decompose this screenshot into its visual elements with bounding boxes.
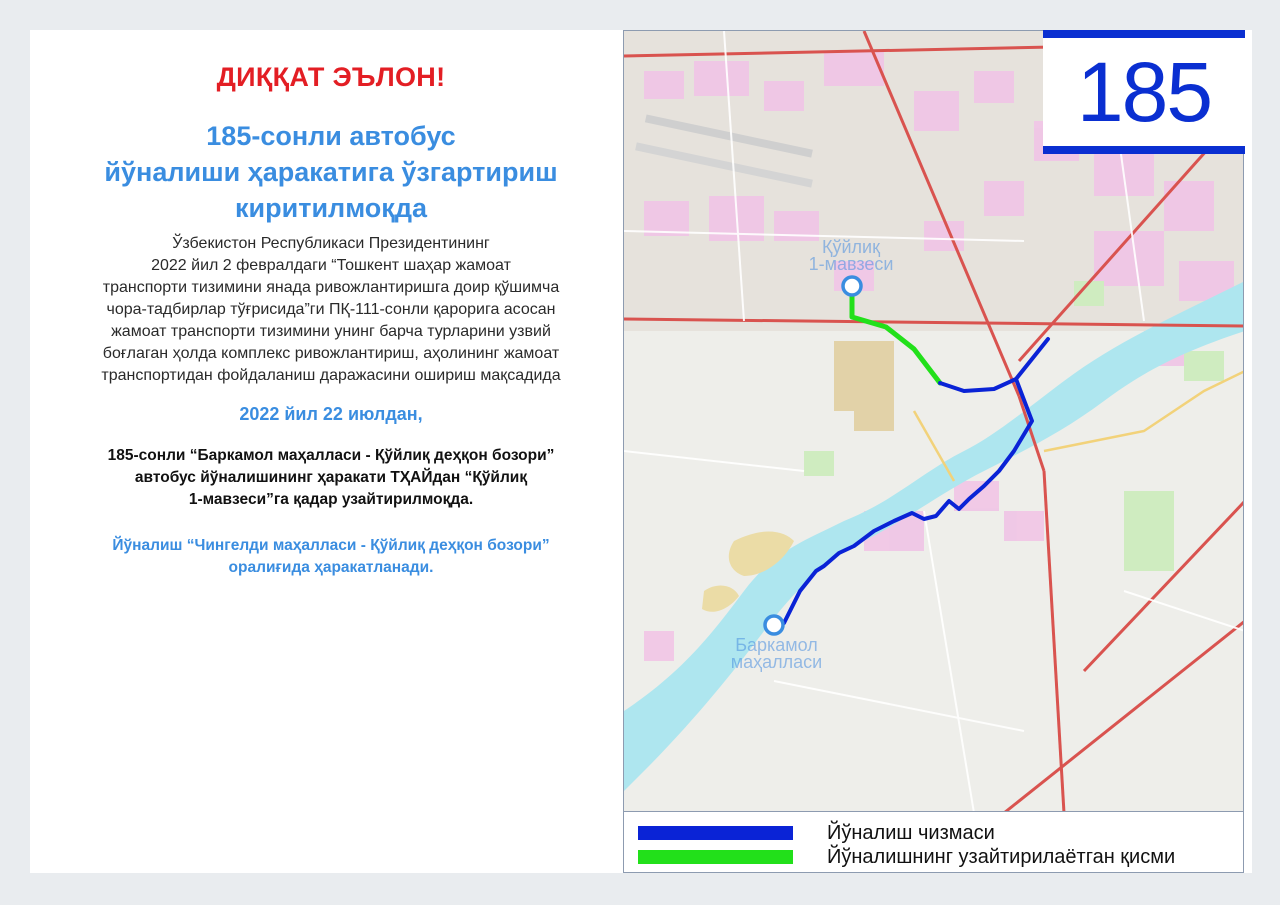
notice-subtitle: [30, 118, 632, 226]
intro-line: боғлаган ҳолда комплекс ривожлантириш, аҳолининг жамоат: [102, 345, 560, 362]
legend-swatch-route: [638, 826, 793, 840]
stop-label-barkamol: [714, 637, 839, 671]
stop-marker-kuylik[interactable]: [843, 277, 861, 295]
route-note-line: оралиғида ҳаракатланади.: [228, 559, 434, 576]
stop-label-line: маҳалласи: [730, 652, 823, 672]
intro-line: транспортидан фойдаланиш даражасини ошириш мақсадида: [101, 367, 561, 384]
legend-label: Йўналиш чизмаси: [827, 821, 995, 844]
intro-line: чора-тадбирлар тўғрисида”ги ПҚ-111-сонли қарорига асосан: [106, 301, 556, 318]
stop-marker-barkamol[interactable]: [765, 616, 783, 634]
effective-date: 2022 йил 22 июлдан,: [239, 404, 423, 424]
route-note-line: Йўналиш “Чингелди маҳалласи - Қўйлиқ деҳқон бозори”: [112, 537, 550, 554]
legend-swatch-extension: [638, 850, 793, 864]
route-number: 185: [1076, 44, 1212, 139]
change-line: автобус йўналишининг ҳаракати ТҲАЙдан “Қўйлиқ: [134, 469, 528, 486]
subtitle-line: йўналиши ҳаракатига ўзгартириш: [104, 157, 558, 187]
notice-intro: [50, 233, 612, 387]
intro-line: 2022 йил 2 февралдаги “Тошкент шаҳар жамоат: [151, 257, 511, 274]
map-legend: [623, 812, 1244, 873]
stop-label-line: Баркамол: [735, 635, 818, 655]
route-change-text: [30, 445, 632, 511]
intro-line: транспорти тизимини янада ривожлантиришга доир қўшимча: [102, 279, 560, 296]
stop-label-line: Қўйлиқ: [822, 237, 880, 257]
legend-label: Йўналишнинг узайтирилаётган қисми: [827, 845, 1176, 868]
subtitle-line: 185-сонли автобус: [206, 121, 456, 151]
subtitle-line: киритилмоқда: [235, 193, 427, 223]
change-line: 185-сонли “Баркамол маҳалласи - Қўйлиқ деҳқон бозори”: [107, 447, 555, 464]
stop-label-line: 1-мавзеси: [808, 254, 894, 274]
route-number-badge: [1043, 30, 1245, 154]
stop-label-kuylik: [796, 239, 906, 273]
notice-title: ДИҚҚАТ ЭЪЛОН!: [216, 62, 446, 92]
notice-text-panel: [30, 30, 632, 873]
legend-item-route: [638, 821, 995, 845]
intro-line: Ўзбекистон Республикаси Президентининг: [172, 235, 490, 252]
intro-line: жамоат транспорти тизимини унинг барча турларини узвий: [111, 323, 551, 340]
change-line: 1-мавзеси”га қадар узайтирилмоқда.: [188, 491, 474, 508]
legend-item-extension: [638, 845, 1175, 869]
route-operation-note: [30, 535, 632, 579]
